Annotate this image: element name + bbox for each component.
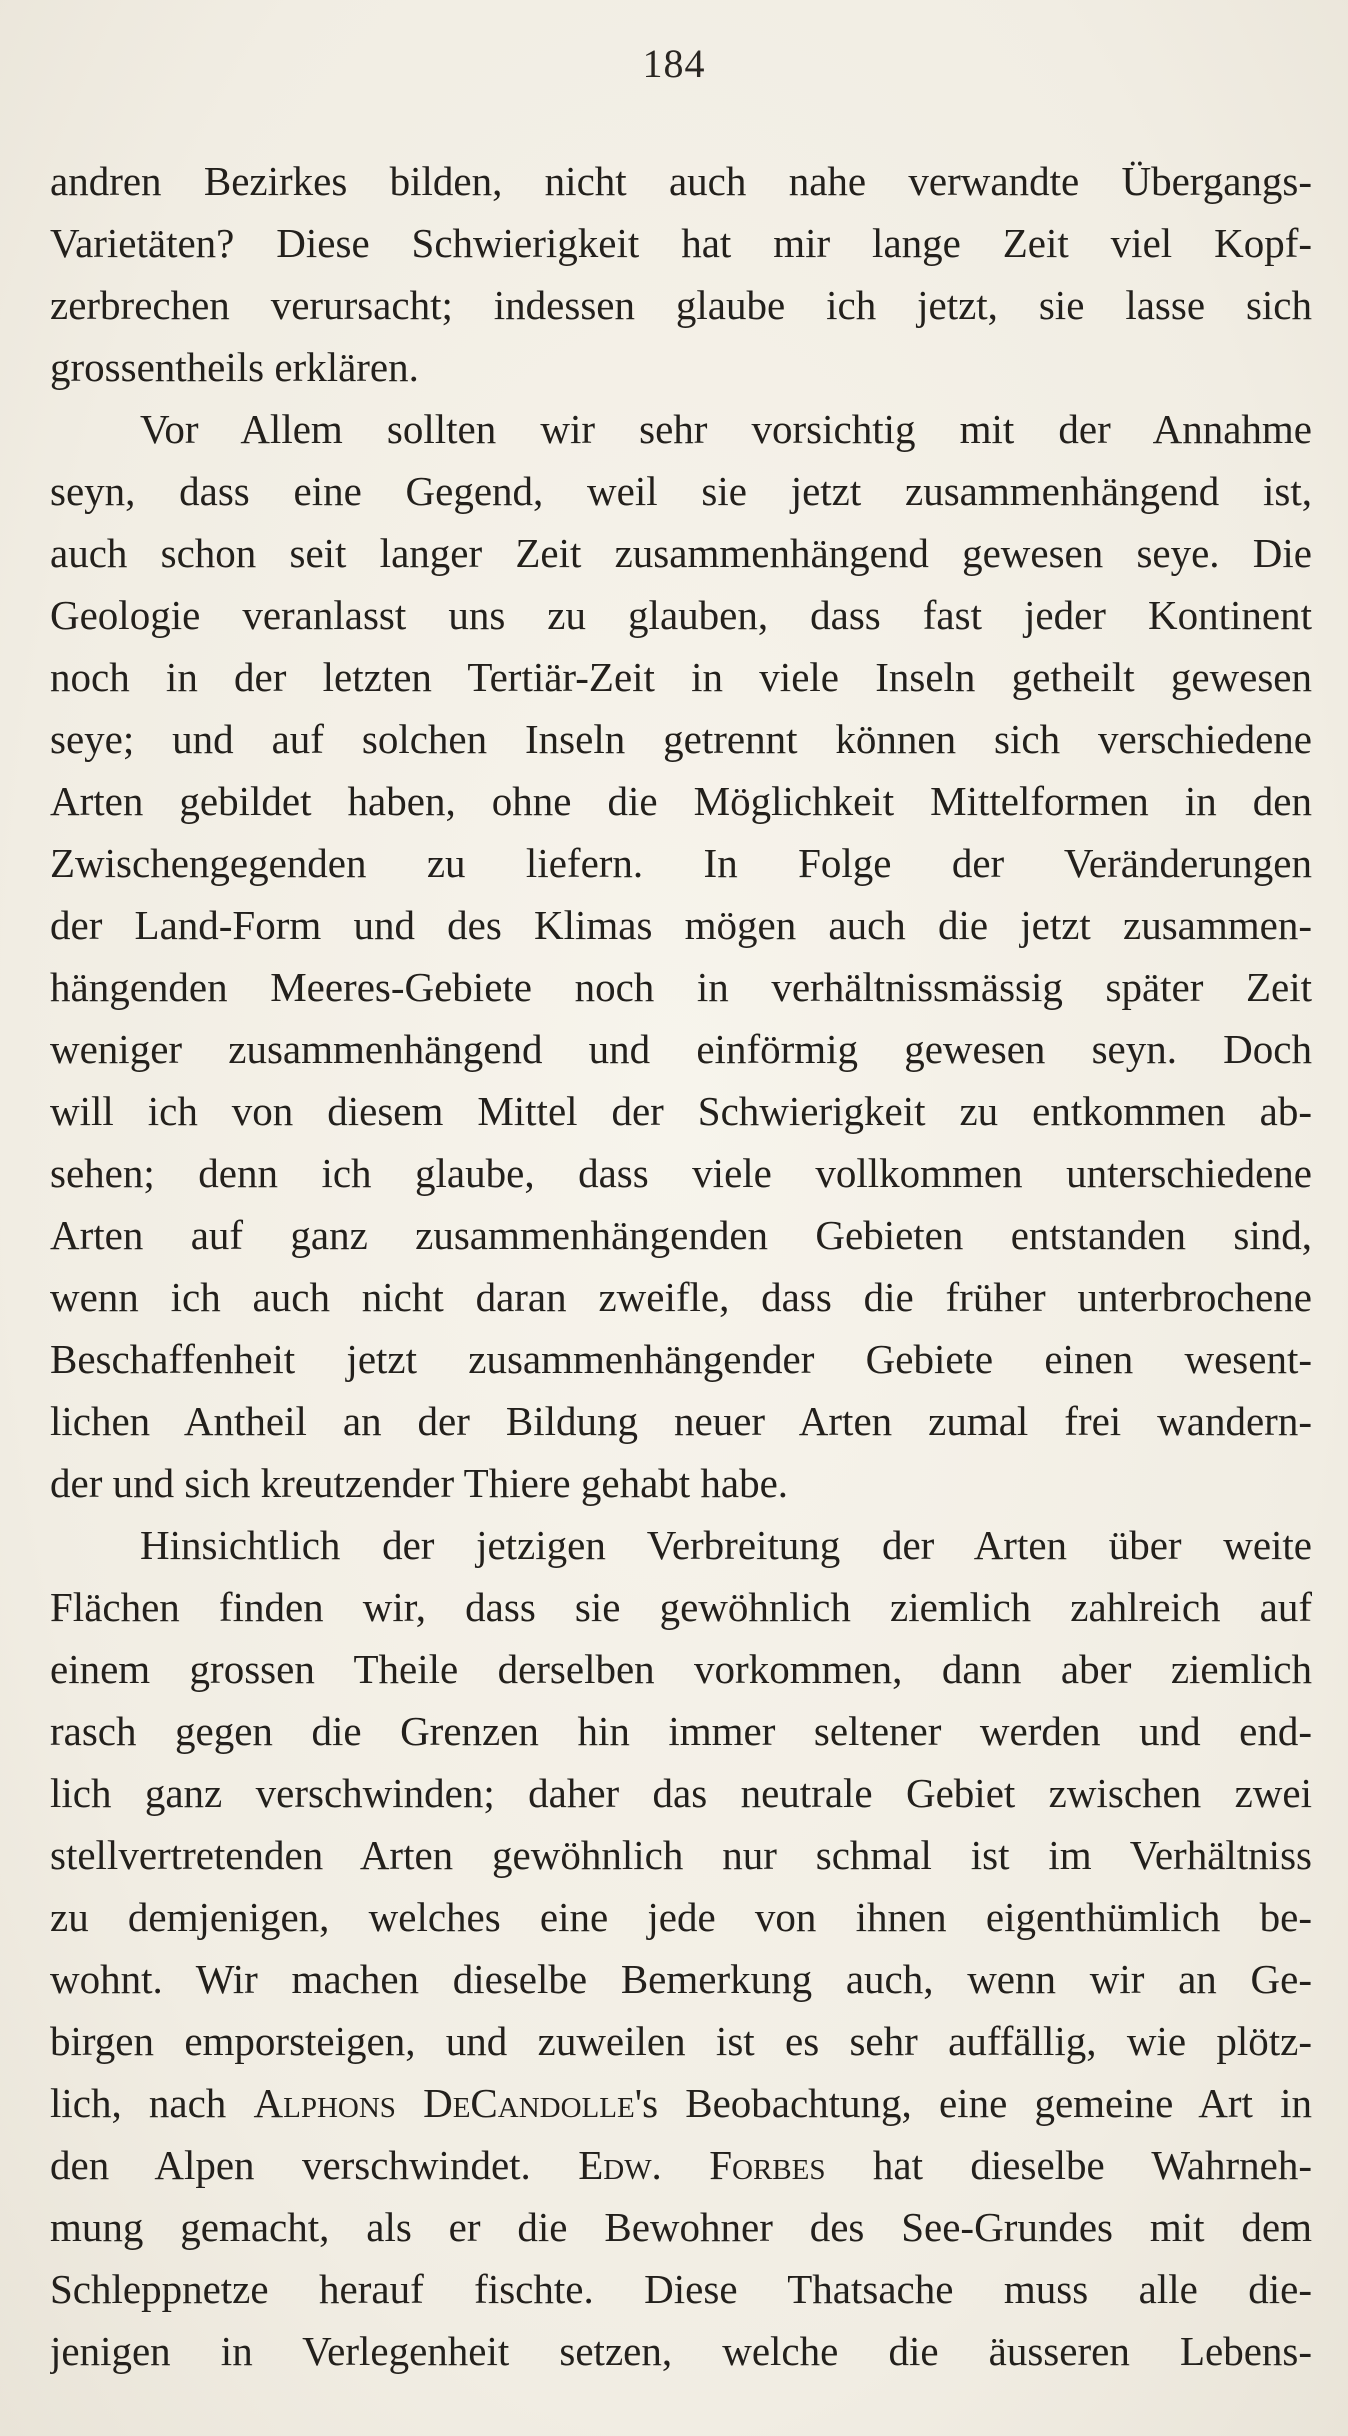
text-line: Schleppnetze herauf fischte. Diese Thatsache muss alle die- <box>50 2266 1312 2312</box>
text-line: sehen; denn ich glaube, dass viele vollkommen unterschiedene <box>50 1150 1312 1196</box>
text-line: Arten gebildet haben, ohne die Möglichkeit Mittelformen in den <box>50 778 1312 824</box>
text-line: der Land-Form und des Klimas mögen auch die jetzt zusammen- <box>50 902 1312 948</box>
text-line: zu demjenigen, welches eine jede von ihnen eigenthümlich be- <box>50 1894 1312 1940</box>
text-line: birgen emporsteigen, und zuweilen ist es sehr auffällig, wie plötz- <box>50 2018 1312 2064</box>
text-line: hängenden Meeres-Gebiete noch in verhältnissmässig später Zeit <box>50 964 1312 1010</box>
text-line: den Alpen verschwindet. Edw. Forbes hat dieselbe Wahrneh- <box>50 2142 1312 2188</box>
text-line: rasch gegen die Grenzen hin immer seltener werden und end- <box>50 1708 1312 1754</box>
text-line: der und sich kreutzender Thiere gehabt habe. <box>50 1460 789 1506</box>
text-line: Varietäten? Diese Schwierigkeit hat mir lange Zeit viel Kopf- <box>50 220 1312 266</box>
text-line: stellvertretenden Arten gewöhnlich nur schmal ist im Verhältniss <box>50 1832 1312 1878</box>
text-line: andren Bezirkes bilden, nicht auch nahe verwandte Übergangs- <box>50 158 1312 204</box>
text-line: zerbrechen verursacht; indessen glaube ich jetzt, sie lasse sich <box>50 282 1312 328</box>
text-line: Arten auf ganz zusammenhängenden Gebieten entstanden sind, <box>50 1212 1312 1258</box>
text-line: Flächen finden wir, dass sie gewöhnlich ziemlich zahlreich auf <box>50 1584 1312 1630</box>
text-line: wenn ich auch nicht daran zweifle, dass die früher unterbrochene <box>50 1274 1312 1320</box>
text-line: Beschaffenheit jetzt zusammenhängender Gebiete einen wesent- <box>50 1336 1312 1382</box>
text-line: Zwischengegenden zu liefern. In Folge der Veränderungen <box>50 840 1312 886</box>
text-line: grossentheils erklären. <box>50 344 419 390</box>
text-line: lichen Antheil an der Bildung neuer Arten zumal frei wandern- <box>50 1398 1312 1444</box>
text-line: lich ganz verschwinden; daher das neutrale Gebiet zwischen zwei <box>50 1770 1312 1816</box>
author-name: Alphons DeCandolle <box>253 2080 635 2126</box>
text-line: Geologie veranlasst uns zu glauben, dass fast jeder Kontinent <box>50 592 1312 638</box>
text-line: auch schon seit langer Zeit zusammenhängend gewesen seye. Die <box>50 530 1312 576</box>
text-line: weniger zusammenhängend und einförmig gewesen seyn. Doch <box>50 1026 1312 1072</box>
text-line: einem grossen Theile derselben vorkommen, dann aber ziemlich <box>50 1646 1312 1692</box>
page-number: 184 <box>642 41 706 86</box>
text-line: lich, nach Alphons DeCandolle's Beobachtung, eine gemeine Art in <box>50 2080 1312 2126</box>
text-line: Hinsichtlich der jetzigen Verbreitung der Arten über weite <box>140 1522 1312 1568</box>
text-line: mung gemacht, als er die Bewohner des See-Grundes mit dem <box>50 2204 1312 2250</box>
text-line: seyn, dass eine Gegend, weil sie jetzt zusammenhängend ist, <box>50 468 1312 514</box>
text-line: seye; und auf solchen Inseln getrennt können sich verschiedene <box>50 716 1312 762</box>
page-body-text <box>50 150 1312 2382</box>
text-line: jenigen in Verlegenheit setzen, welche die äusseren Lebens- <box>50 2328 1312 2374</box>
text-line: Vor Allem sollten wir sehr vorsichtig mit der Annahme <box>140 406 1312 452</box>
author-name: Edw. Forbes <box>578 2142 826 2188</box>
text-line: wohnt. Wir machen dieselbe Bemerkung auch, wenn wir an Ge- <box>50 1956 1312 2002</box>
text-line: will ich von diesem Mittel der Schwierigkeit zu entkommen ab- <box>50 1088 1312 1134</box>
text-line: noch in der letzten Tertiär-Zeit in viele Inseln getheilt gewesen <box>50 654 1312 700</box>
